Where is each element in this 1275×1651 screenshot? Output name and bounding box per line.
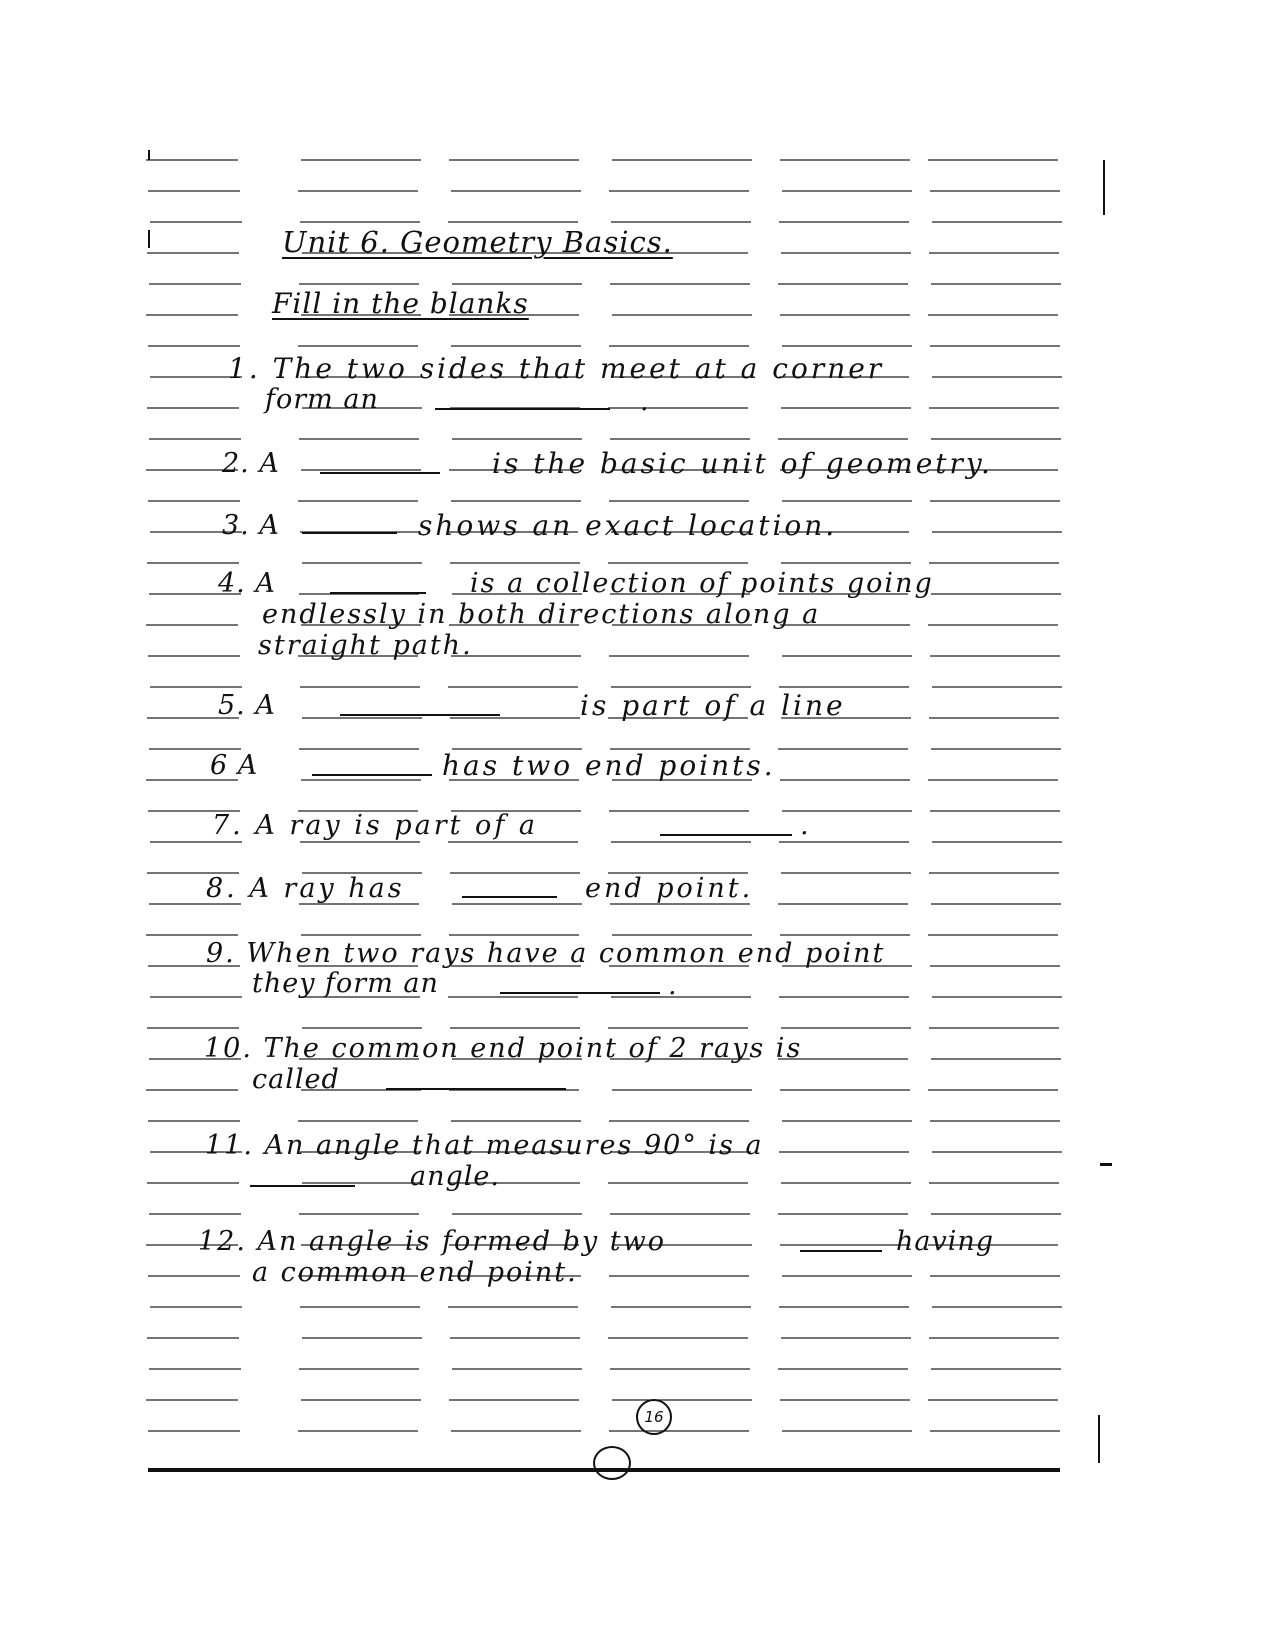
question-9-text-line2: they form an (252, 968, 439, 999)
question-11-blank[interactable] (250, 1185, 355, 1187)
left-margin-tick (148, 150, 150, 160)
question-1-text-line2: form an (265, 384, 379, 415)
question-9-text: 9. When two rays have a common end point (206, 938, 886, 969)
question-12-text: 12. An angle is formed by two (198, 1226, 666, 1257)
question-10-text: 10. The common end point of 2 rays is (204, 1033, 803, 1064)
question-9-period: . (668, 970, 678, 1001)
question-12-text-end: having (896, 1226, 995, 1257)
question-3-text-end: shows an exact location. (418, 509, 838, 542)
question-11-text-line2: angle. (410, 1161, 500, 1192)
page-number: 16 (636, 1399, 672, 1435)
question-4-text: 4. A (218, 568, 276, 599)
question-8-blank[interactable] (462, 896, 557, 898)
right-margin-bar (1098, 1415, 1100, 1463)
question-1-period: . (640, 386, 650, 417)
question-1-text: 1. The two sides that meet at a corner (228, 352, 885, 385)
question-6-blank[interactable] (312, 774, 432, 776)
question-11-text: 11. An angle that measures 90° is a (205, 1130, 764, 1161)
question-4-blank[interactable] (330, 592, 426, 594)
right-margin-bar (1103, 160, 1105, 215)
question-10-text-line2: called (252, 1064, 340, 1095)
question-9-blank[interactable] (500, 992, 660, 994)
question-12-blank[interactable] (800, 1250, 882, 1252)
question-4-text-line2: endlessly in both directions along a (262, 599, 821, 630)
question-2-blank[interactable] (320, 472, 440, 474)
question-7-text: 7. A ray is part of a (212, 810, 538, 841)
question-5-blank[interactable] (340, 714, 500, 716)
question-5-text-end: is part of a line (580, 689, 846, 722)
question-4-text-line3: straight path. (258, 630, 473, 661)
bottom-circle-mark (593, 1446, 631, 1480)
question-7-blank[interactable] (660, 834, 792, 836)
left-margin-tick (148, 230, 150, 248)
question-12-text-line2: a common end point. (252, 1257, 578, 1288)
page-title: Unit 6. Geometry Basics. (282, 225, 673, 259)
question-8-text-end: end point. (585, 873, 754, 904)
question-8-text: 8. A ray has (206, 873, 405, 904)
question-2-text-end: is the basic unit of geometry. (492, 447, 993, 480)
question-5-text: 5. A (218, 690, 276, 721)
question-6-text: 6 A (210, 750, 259, 781)
question-3-blank[interactable] (302, 532, 397, 534)
question-2-text: 2. A (222, 448, 280, 479)
question-6-text-end: has two end points. (442, 749, 776, 782)
question-3-text: 3. A (222, 510, 280, 541)
question-4-text-end: is a collection of points going (470, 568, 934, 599)
right-margin-dash (1100, 1163, 1112, 1166)
instructions: Fill in the blanks (272, 287, 529, 320)
question-1-blank[interactable] (435, 408, 610, 410)
question-7-period: . (800, 810, 810, 841)
question-10-blank[interactable] (386, 1088, 566, 1090)
